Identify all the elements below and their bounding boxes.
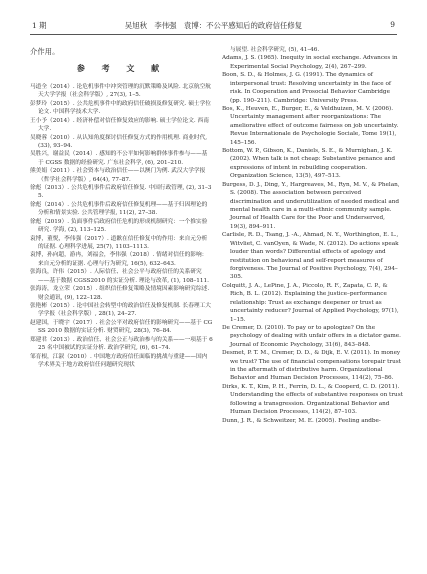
reference-item: 袁博，董悦，李伟强（2017）. 道歉在信任修复中的作用：来自元分析的证据. 心理科学进展, 25(7), 1103–1113. <box>30 235 208 251</box>
reference-item: 赵建国，于晓宇（2017）. 社会公平对政府信任的影响研究——基于 CGSS 2010 数据的实证分析. 财贸研究, 28(3), 76–84. <box>30 319 213 335</box>
reference-item: 王小予（2014）. 经济补偿对信任修复效应的影响. 硕士学位论文. 西南大学. <box>30 117 209 133</box>
reference-item: Adams, J. S. (1965). Inequity in social exchange. Advances in Experimental Social Psychology, 2(4), 267–299. <box>222 55 398 70</box>
references-list-chinese <box>30 83 213 369</box>
reference-item: 邹育根，江淑（2010）. 中国地方政府信任面临的挑战与重建——国内学术界关于地方政府信任问题研究现状 <box>30 353 208 368</box>
reference-item: Desmet, P. T. M., Cremer, D. D., & Dijk, E. V. (2011). In money we trust? The use of financial compensations torepair trust in the aftermath of distributive harm. Organizational Behavior and Human Decision Processes, 114(2), 75–86. <box>222 350 401 382</box>
issue-number: 1 期 <box>32 21 47 30</box>
reference-item: Bos, K., Heuven, E., Burger, E., & Veldhuizen, M. V. (2006). Uncertainty management after reorganizations: The ameliorative effect of outcome fairness on job uncertainty. Revue Internationale de Psychologie Sociale, Tome 19(1), 145–156. <box>222 105 399 146</box>
reference-item: 张海涛，龙立荣（2015）. 组织信任修复策略及情境因素影响研究综述. 财会通讯, (9), 122–128. <box>30 286 210 301</box>
reference-item: 吴胜兴，谢益民（2014）. 感知的不公平如何影响群体事件参与——基于 CGSS 数据的经验研究. 广东社会科学, (6), 201–210. <box>30 151 208 166</box>
reference-item: Burgess, D. J., Ding, Y., Hargreaves, M., Ryn, M. V., & Phelan, S. (2008). The association between perceived discrimination and underutilization of needed medical and mental health care in a multi-ethnic community sample. Journal of Health Care for the Poor and Underserved, 19(3), 894–911. <box>222 181 400 230</box>
reference-item: Dunn, J. R., & Schweitzer, M. E. (2005). Feeling andbe- <box>222 417 381 424</box>
references-heading: 参 考 文 献 <box>76 63 167 73</box>
reference-item: 彭梦玲（2015）. 公共危机事件中的政府信任破损及修复研究. 硕士学位论文. 中国科学技术大学. <box>30 100 211 116</box>
reference-item: 徐彪（2013）. 公共危机事件后政府信任修复. 中国行政管理, (2), 31–35. <box>30 185 212 200</box>
body-text-end: 介作用。 <box>30 47 60 56</box>
reference-item: 张艳彬（2015）. 论中国社会转型中的政治信任及修复机制. 长春理工大学学报（社会科学版）, 28(1), 24–27. <box>30 302 211 318</box>
reference-item: 徐彪（2019）. 负面事件后政府信任危机的形成机制研究：一个推实验研究. 学海, (2), 113–125. <box>30 218 208 234</box>
running-title: 吴旭秋 李伟强 袁博：不公平感知后的政府信任修复 <box>124 21 303 30</box>
reference-item: Carlisle, R. D., Tsang, J. -A., Ahmad, N. Y., Worthington, E. L., Witvliet, C. vanOyen, & Wade, N. (2012). Do actions speak louder than words? Differential effects of apology and restitution on behavioral and self-report measures of forgiveness. The Journal of Positive Psychology, 7(4), 294–305. <box>222 232 399 281</box>
left-column <box>30 46 213 369</box>
right-column <box>222 46 403 425</box>
reference-item: 袁博，孙向超，游冉，刘福会，李伟强（2018）. 情绪对信任的影响：来自元分析的证据. 心理与行为研究, 16(5), 632–643. <box>30 252 208 267</box>
reference-item: 熊美娟（2011）. 社会资本与政治信任——以澳门为例. 武汉大学学报（哲学社会科学版）, 64(4), 77–87. <box>30 168 206 183</box>
reference-item: 徐彪（2014）. 公共危机事件后政府信任修复机理——基于归因理论的分析和情景实验. 公共管理学报, 11(2), 27–38. <box>30 201 208 217</box>
reference-item: 张海良，许伟（2015）. 人际信任、社会公平与政府信任的关系研究——基于数据 CGSS2010 的实证分析. 理论与改革, (1), 108–111. <box>30 269 209 284</box>
reference-item: Dirks, K. T., Kim, P. H., Ferrin, D. L., & Cooperd, C. D. (2011). Understanding the effects of substantive responses on trust following a transgression. Organizational Behavior and Human Decision Processes, 114(2), 87–103. <box>222 383 403 416</box>
page-number: 9 <box>390 20 395 29</box>
reference-item: 郑建君（2013）. 政治信任、社会公正与政治参与的关系——一项基于 625 名中国被试的实证分析. 政治学研究, (6), 61–74. <box>30 336 213 352</box>
running-header <box>30 14 397 35</box>
references-list-english <box>222 46 403 425</box>
reference-item: Bottom, W. P., Gibson, K., Daniels, S. E., & Murnighan, J. K. (2002). When talk is not cheap: Substantive penance and expressions of intent in rebuilding cooperation. Organization Science, 13(5), 497–513. <box>222 148 396 180</box>
reference-item: 吴晓蓉（2010）. 从认知角度探讨信任修复方式的作用机理. 商业时代, (33), 93–94. <box>30 134 208 149</box>
reference-continuation: 与展望. 社会科学研究, (5), 41–46. <box>230 47 320 53</box>
reference-item: Boon, S. D., & Holmes, J. G. (1991). The dynamics of interpersonal trust: Resolving uncertainty in the face of risk. In Cooperation and Prosocial Behavior Cambridge (pp. 190–211). Cambridge: University Press. <box>222 72 392 104</box>
reference-item: De Cremer, D. (2010). To pay or to apologize? On the psychology of dealing with unfair offers in a dictator game. Journal of Economic Psychology, 31(6), 843–848. <box>222 324 401 348</box>
reference-item: 马道全（2014）. 论危机事件中冲突管理的沉默策略及风险. 北京航空航天大学学报（社会科学版）, 27(3), 1–5. <box>30 84 211 99</box>
reference-item: Colquitt, J. A., LePine, J. A., Piccolo, R. F., Zapata, C. P., & Rich, B. L. (2012). Explaining the justice–performance relationship: Trust as exchange deepener or trust as uncertainty reducer? Journal of Applied Psychology, 97(1), 1–15. <box>222 282 399 323</box>
